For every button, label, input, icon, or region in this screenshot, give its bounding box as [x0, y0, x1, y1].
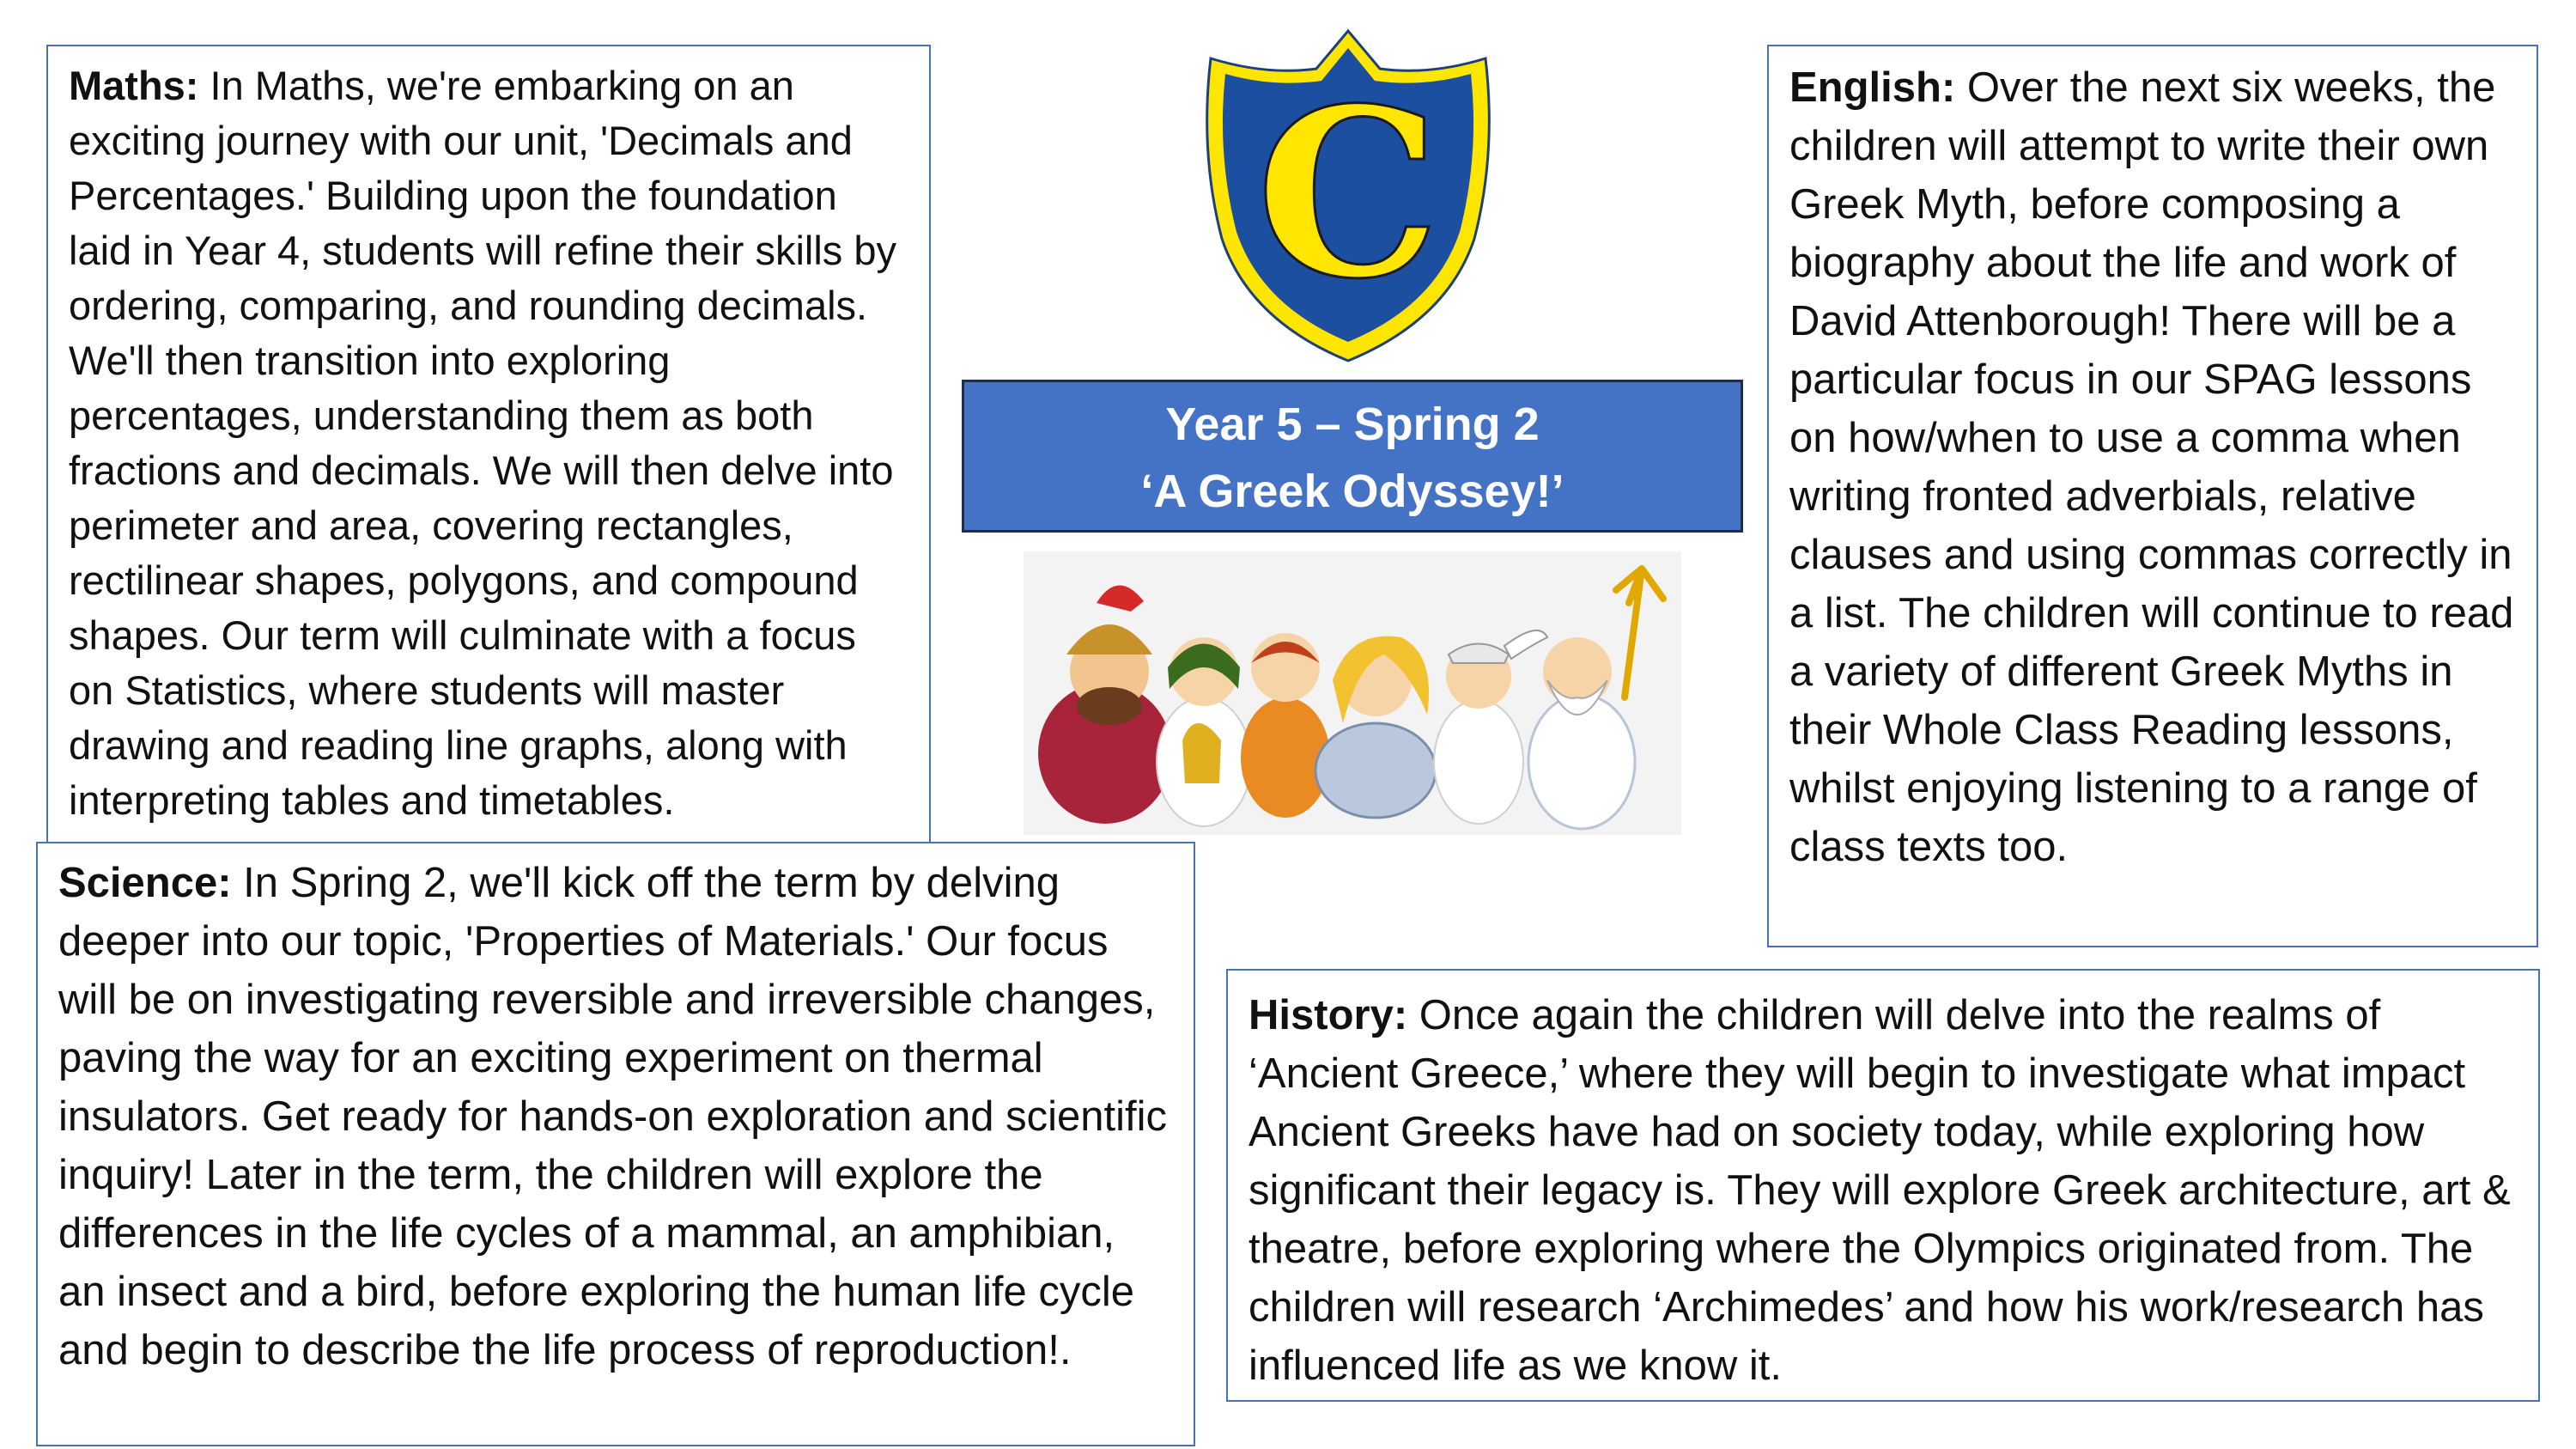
history-text: Once again the children will delve into the realms of ‘Ancient Greece,’ where they will begin to investigate what impact Ancient Greeks have had on society today, while exploring how significant their legacy is. They will explore Greek architecture, art & theatre, before exploring where the Olympics originated from. The children will research ‘Archimedes’ and how his work/research has influenced life as we know it.	[1249, 992, 2511, 1389]
english-panel	[1767, 45, 2538, 947]
science-text: In Spring 2, we'll kick off the term by delving deeper into our topic, 'Properties of Materials.' Our focus will be on investigating reversible and irreversible changes, paving the way for an exciting experiment on thermal insulators. Get ready for hands-on exploration and scientific inquiry! Later in the term, the children will explore the differences in the life cycles of a mammal, an amphibian, an insect and a bird, before exploring the human life cycle and begin to describe the life process of reproduction!.	[58, 860, 1168, 1373]
page-title	[962, 380, 1743, 533]
english-text: Over the next six weeks, the children will attempt to write their own Greek Myth, before composing a biography about the life and work of David Attenborough! There will be a particular focus in our SPAG lessons on how/when to use a comma when writing fronted adverbials, relative clauses and using commas correctly in a list. The children will continue to read a variety of different Greek Myths in their Whole Class Reading lessons, whilst enjoying listening to a range of class texts too.	[1789, 64, 2514, 870]
english-heading: English:	[1789, 64, 1956, 111]
maths-text: In Maths, we're embarking on an exciting journey with our unit, 'Decimals and Percentages.' Building upon the foundation laid in Year 4, students will refine their skills by ordering, comparing, and rounding decimals. We'll then transition into exploring percentages, understanding them as both fractions and decimals. We will then delve into perimeter and area, covering rectangles, rectilinear shapes, polygons, and compound shapes. Our term will culminate with a focus on Statistics, where students will master drawing and reading line graphs, along with interpreting tables and timetables.	[69, 63, 896, 823]
maths-panel	[46, 45, 931, 843]
school-crest-icon	[1198, 24, 1498, 368]
greek-gods-illustration	[1024, 551, 1681, 835]
maths-heading: Maths:	[69, 63, 199, 108]
science-panel	[36, 842, 1195, 1446]
crest-letter: C	[1255, 57, 1441, 330]
history-heading: History:	[1249, 992, 1408, 1038]
title-line-1: Year 5 – Spring 2	[1165, 399, 1540, 450]
history-panel	[1226, 969, 2540, 1402]
title-line-2: ‘A Greek Odyssey!’	[1140, 466, 1564, 517]
science-heading: Science:	[58, 860, 232, 906]
